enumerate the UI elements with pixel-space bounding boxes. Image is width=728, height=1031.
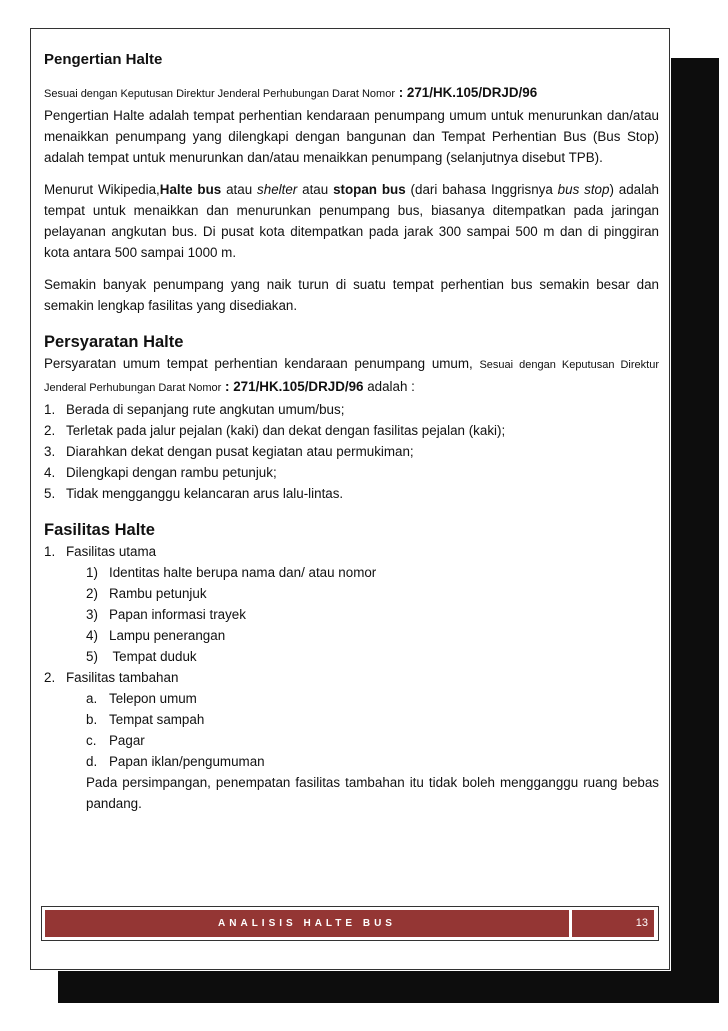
list-text: Tidak mengganggu kelancaran arus lalu-lintas. [66,486,344,501]
persyaratan-intro [44,353,659,399]
list-text: Berada di sepanjang rute angkutan umum/bus; [66,402,345,417]
list-item [44,399,659,420]
list-number: 3) [86,607,98,622]
list-number: a. [86,691,98,706]
page-number: 13 [572,910,654,937]
intro-reference: Sesuai dengan Keputusan Direktur Jenderal Perhubungan Darat Nomor [44,359,659,394]
intro-text: Persyaratan umum tempat perhentian kendaraan penumpang umum, [44,356,480,371]
list-item [44,562,659,583]
list-item [44,483,659,504]
list-item [44,709,659,730]
term-bus-stop: bus stop [557,182,610,197]
list-item [44,420,659,441]
page-footer [41,906,659,941]
list-text: Terletak pada jalur pejalan (kaki) dan dekat dengan fasilitas pejalan (kaki); [66,423,506,438]
page-shadow-bottom [58,971,719,1003]
list-text: Dilengkapi dengan rambu petunjuk; [66,465,277,480]
fasilitas-note: Pada persimpangan, penempatan fasilitas tambahan itu tidak boleh mengganggu ruang bebas pandang. [86,775,659,811]
list-number: 1. [44,544,56,559]
list-text: Rambu petunjuk [109,586,207,601]
list-number: d. [86,754,98,769]
list-number: c. [86,733,97,748]
list-number: 2. [44,423,56,438]
paragraph-definition: Pengertian Halte adalah tempat perhentian kendaraan penumpang umum untuk menurunkan dan/atau menaikkan penumpang yang dilengkapi dengan bangunan dan Tempat Perhentian Bus (Bus Stop) adalah tempat untuk menurunkan dan/atau menaikkan penumpang (selanjutnya disebut TPB). [44,108,659,165]
list-item [44,625,659,646]
text-or-2: atau [297,182,334,197]
list-number: 2) [86,586,98,601]
fasilitas-list [44,541,659,772]
list-number: 2. [44,670,56,685]
list-text: Lampu penerangan [109,628,226,643]
list-item [44,751,659,772]
text-english: (dari bahasa Inggrisnya [405,182,558,197]
list-text: Diarahkan dekat dengan pusat kegiatan atau permukiman; [66,444,414,459]
list-number: b. [86,712,98,727]
list-number: 1. [44,402,56,417]
list-item [44,583,659,604]
footer-title: ANALISIS HALTE BUS [45,910,569,937]
text-or: atau [221,182,258,197]
list-text: Papan informasi trayek [109,607,246,622]
list-item [44,730,659,751]
group-label: Fasilitas tambahan [66,670,179,685]
list-number: 4) [86,628,98,643]
persyaratan-list [44,399,659,504]
wiki-intro: Menurut Wikipedia, [44,182,160,197]
paragraph-wikipedia [44,179,659,263]
fasilitas-group-utama [44,541,659,562]
list-number: 1) [86,565,98,580]
section-title-persyaratan: Persyaratan Halte [44,333,184,351]
list-item [44,441,659,462]
document-page [30,28,670,970]
list-text: Tempat sampah [109,712,205,727]
reference-number: 271/HK.105/DRJD/96 [406,85,538,100]
list-number: 5) [86,649,98,664]
list-item [44,462,659,483]
list-text: Papan iklan/pengumuman [109,754,265,769]
reference-text: Sesuai dengan Keputusan Direktur Jenderal Perhubungan Darat Nomor [44,88,395,100]
list-text: Telepon umum [109,691,197,706]
page-shadow-right [671,58,719,1003]
term-stopan-bus: stopan bus [333,182,406,197]
list-text: Identitas halte berupa nama dan/ atau nomor [109,565,377,580]
list-number: 4. [44,465,56,480]
list-number: 5. [44,486,56,501]
list-item [44,646,659,667]
paragraph-passengers: Semakin banyak penumpang yang naik turun di suatu tempat perhentian bus semakin besar dan semakin lengkap fasilitas yang disediakan. [44,277,659,313]
fasilitas-group-tambahan [44,667,659,688]
term-shelter: shelter [257,182,298,197]
list-text: Tempat duduk [109,649,197,664]
list-text: Pagar [109,733,145,748]
wiki-body: ) adalah tempat untuk menaikkan dan menurunkan penumpang bus, biasanya ditempatkan pada jaringan pelayanan angkutan bus. Di pusat kota ditempatkan pada jarak 300 sampai 500 m dan di pinggiran kota antara 500 sampai 1000 m. [44,182,659,260]
intro-colon: : [221,379,234,394]
reference-colon: : [395,85,407,100]
term-halte-bus: Halte bus [159,182,222,197]
section-title-fasilitas: Fasilitas Halte [44,521,155,539]
list-number: 3. [44,444,56,459]
page-content [44,49,659,814]
intro-end: adalah : [363,379,415,394]
list-item [44,604,659,625]
section-title-pengertian: Pengertian Halte [44,51,163,68]
group-label: Fasilitas utama [66,544,157,559]
intro-reference-number: 271/HK.105/DRJD/96 [233,379,364,394]
list-item [44,688,659,709]
regulation-reference [44,82,659,105]
